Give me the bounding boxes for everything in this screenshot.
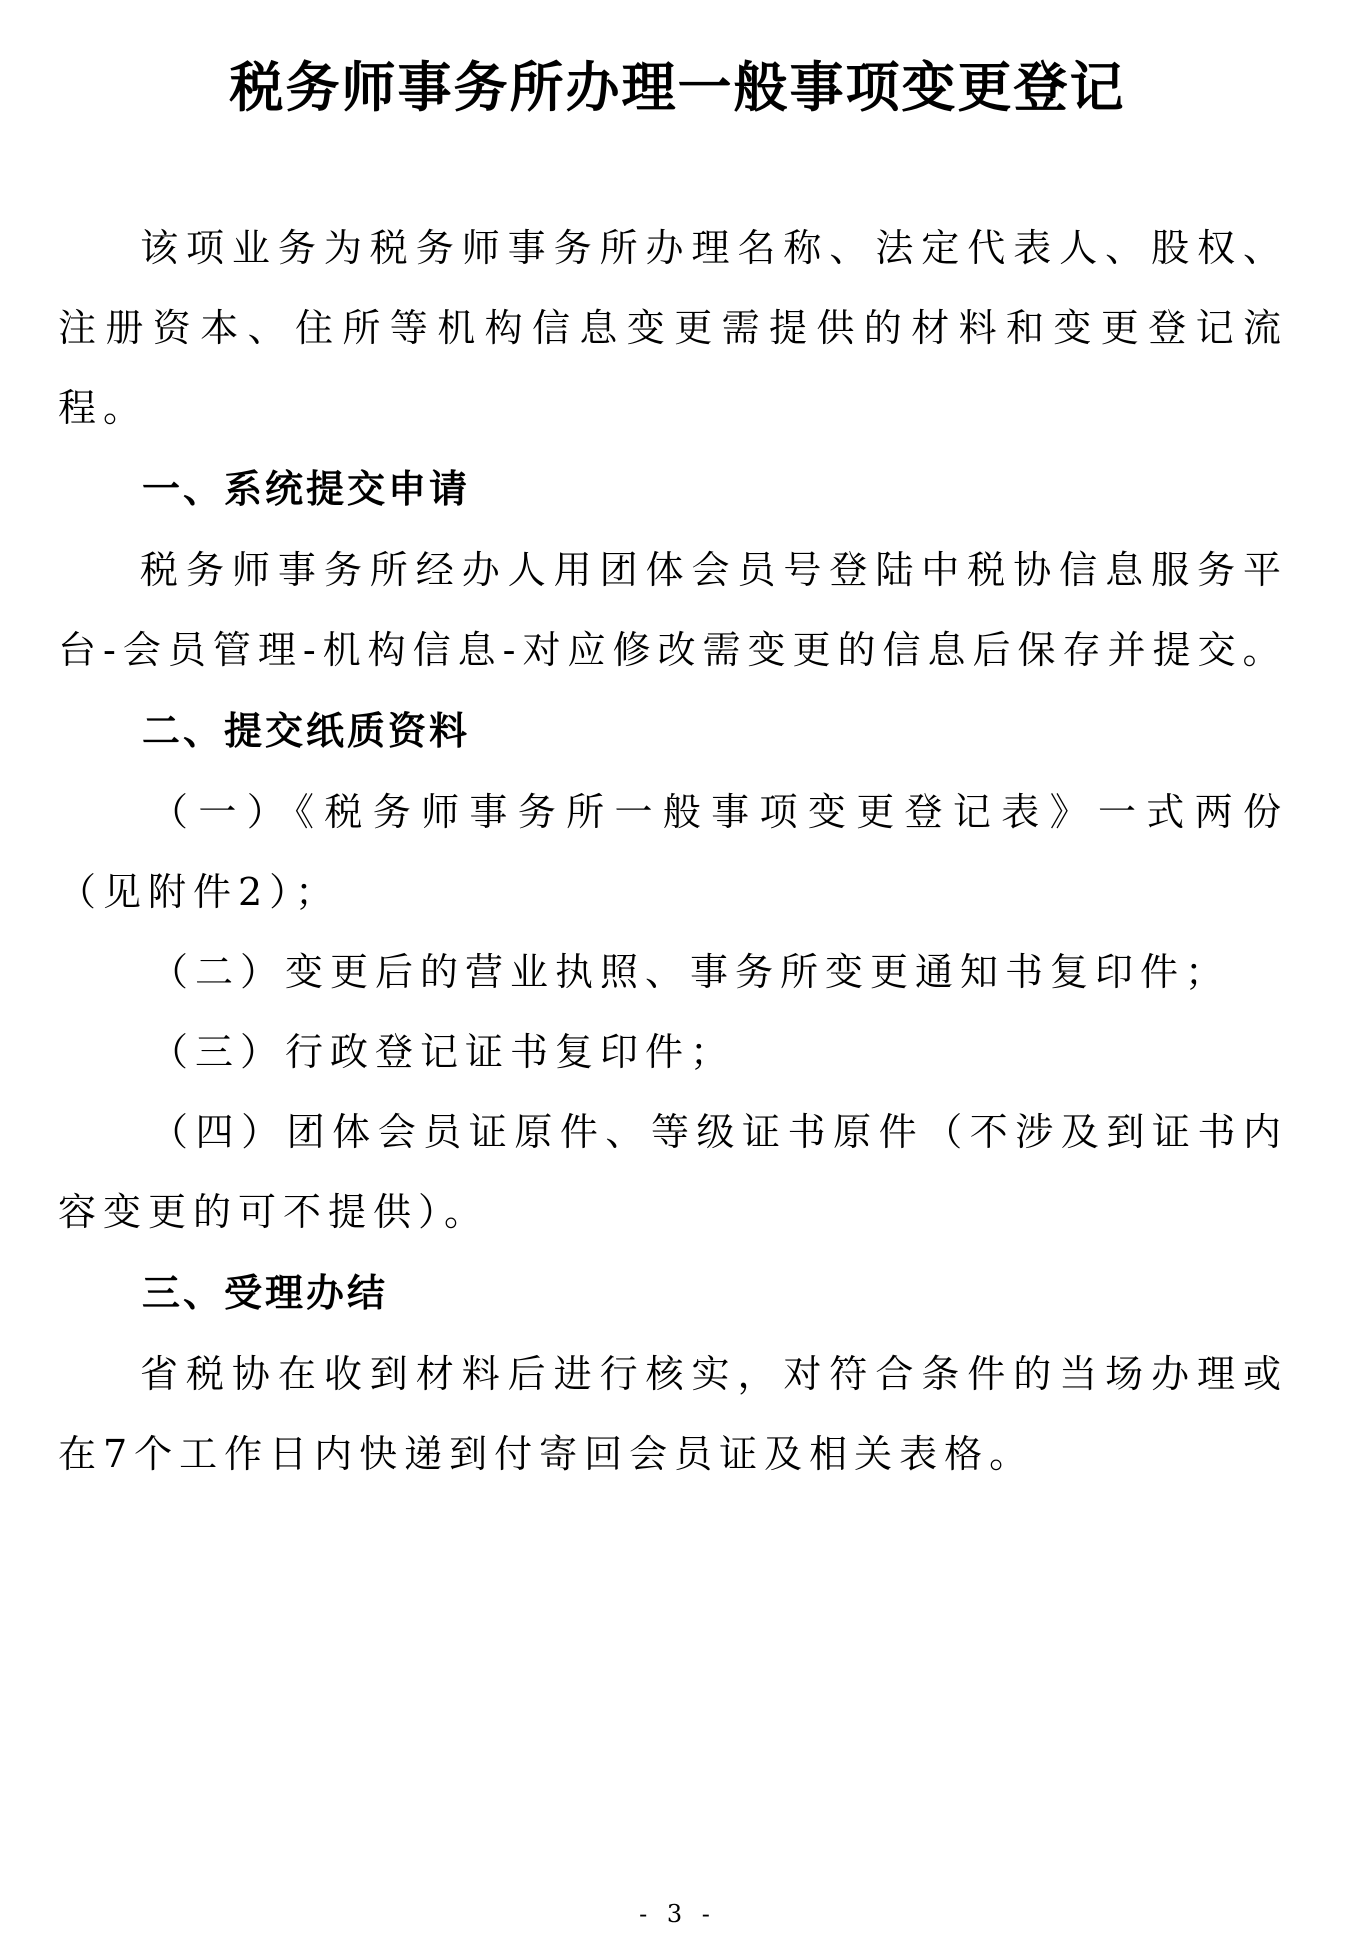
- section-paper-materials: [58, 690, 1288, 1252]
- list-item: （二）变更后的营业执照、事务所变更通知书复印件；: [150, 950, 1231, 994]
- list-item: （三）行政登记证书复印件；: [150, 1030, 736, 1074]
- section-heading: 二、提交纸质资料: [142, 709, 471, 753]
- section-heading: 一、系统提交申请: [142, 467, 471, 511]
- document-body: [58, 208, 1288, 1494]
- intro-paragraph: 该项业务为税务师事务所办理名称、法定代表人、股权、注册资本、住所等机构信息变更需提供的材料和变更登记流程。: [58, 226, 1288, 430]
- section-heading: 三、受理办结: [142, 1271, 389, 1315]
- page-title: 税务师事务所办理一般事项变更登记: [229, 56, 1126, 119]
- section-acceptance: [58, 1252, 1288, 1494]
- section-submit-application: [58, 448, 1288, 690]
- page-number: - 3 -: [639, 1900, 716, 1928]
- list-item: （四）团体会员证原件、等级证书原件（不涉及到证书内容变更的可不提供）。: [58, 1110, 1288, 1234]
- list-item: （一）《税务师事务所一般事项变更登记表》一式两份（见附件2）；: [58, 790, 1288, 914]
- section-paragraph: 税务师事务所经办人用团体会员号登陆中税协信息服务平台-会员管理-机构信息-对应修改需变更的信息后保存并提交。: [58, 548, 1288, 672]
- section-paragraph: 省税协在收到材料后进行核实，对符合条件的当场办理或在7个工作日内快递到付寄回会员证及相关表格。: [58, 1352, 1288, 1476]
